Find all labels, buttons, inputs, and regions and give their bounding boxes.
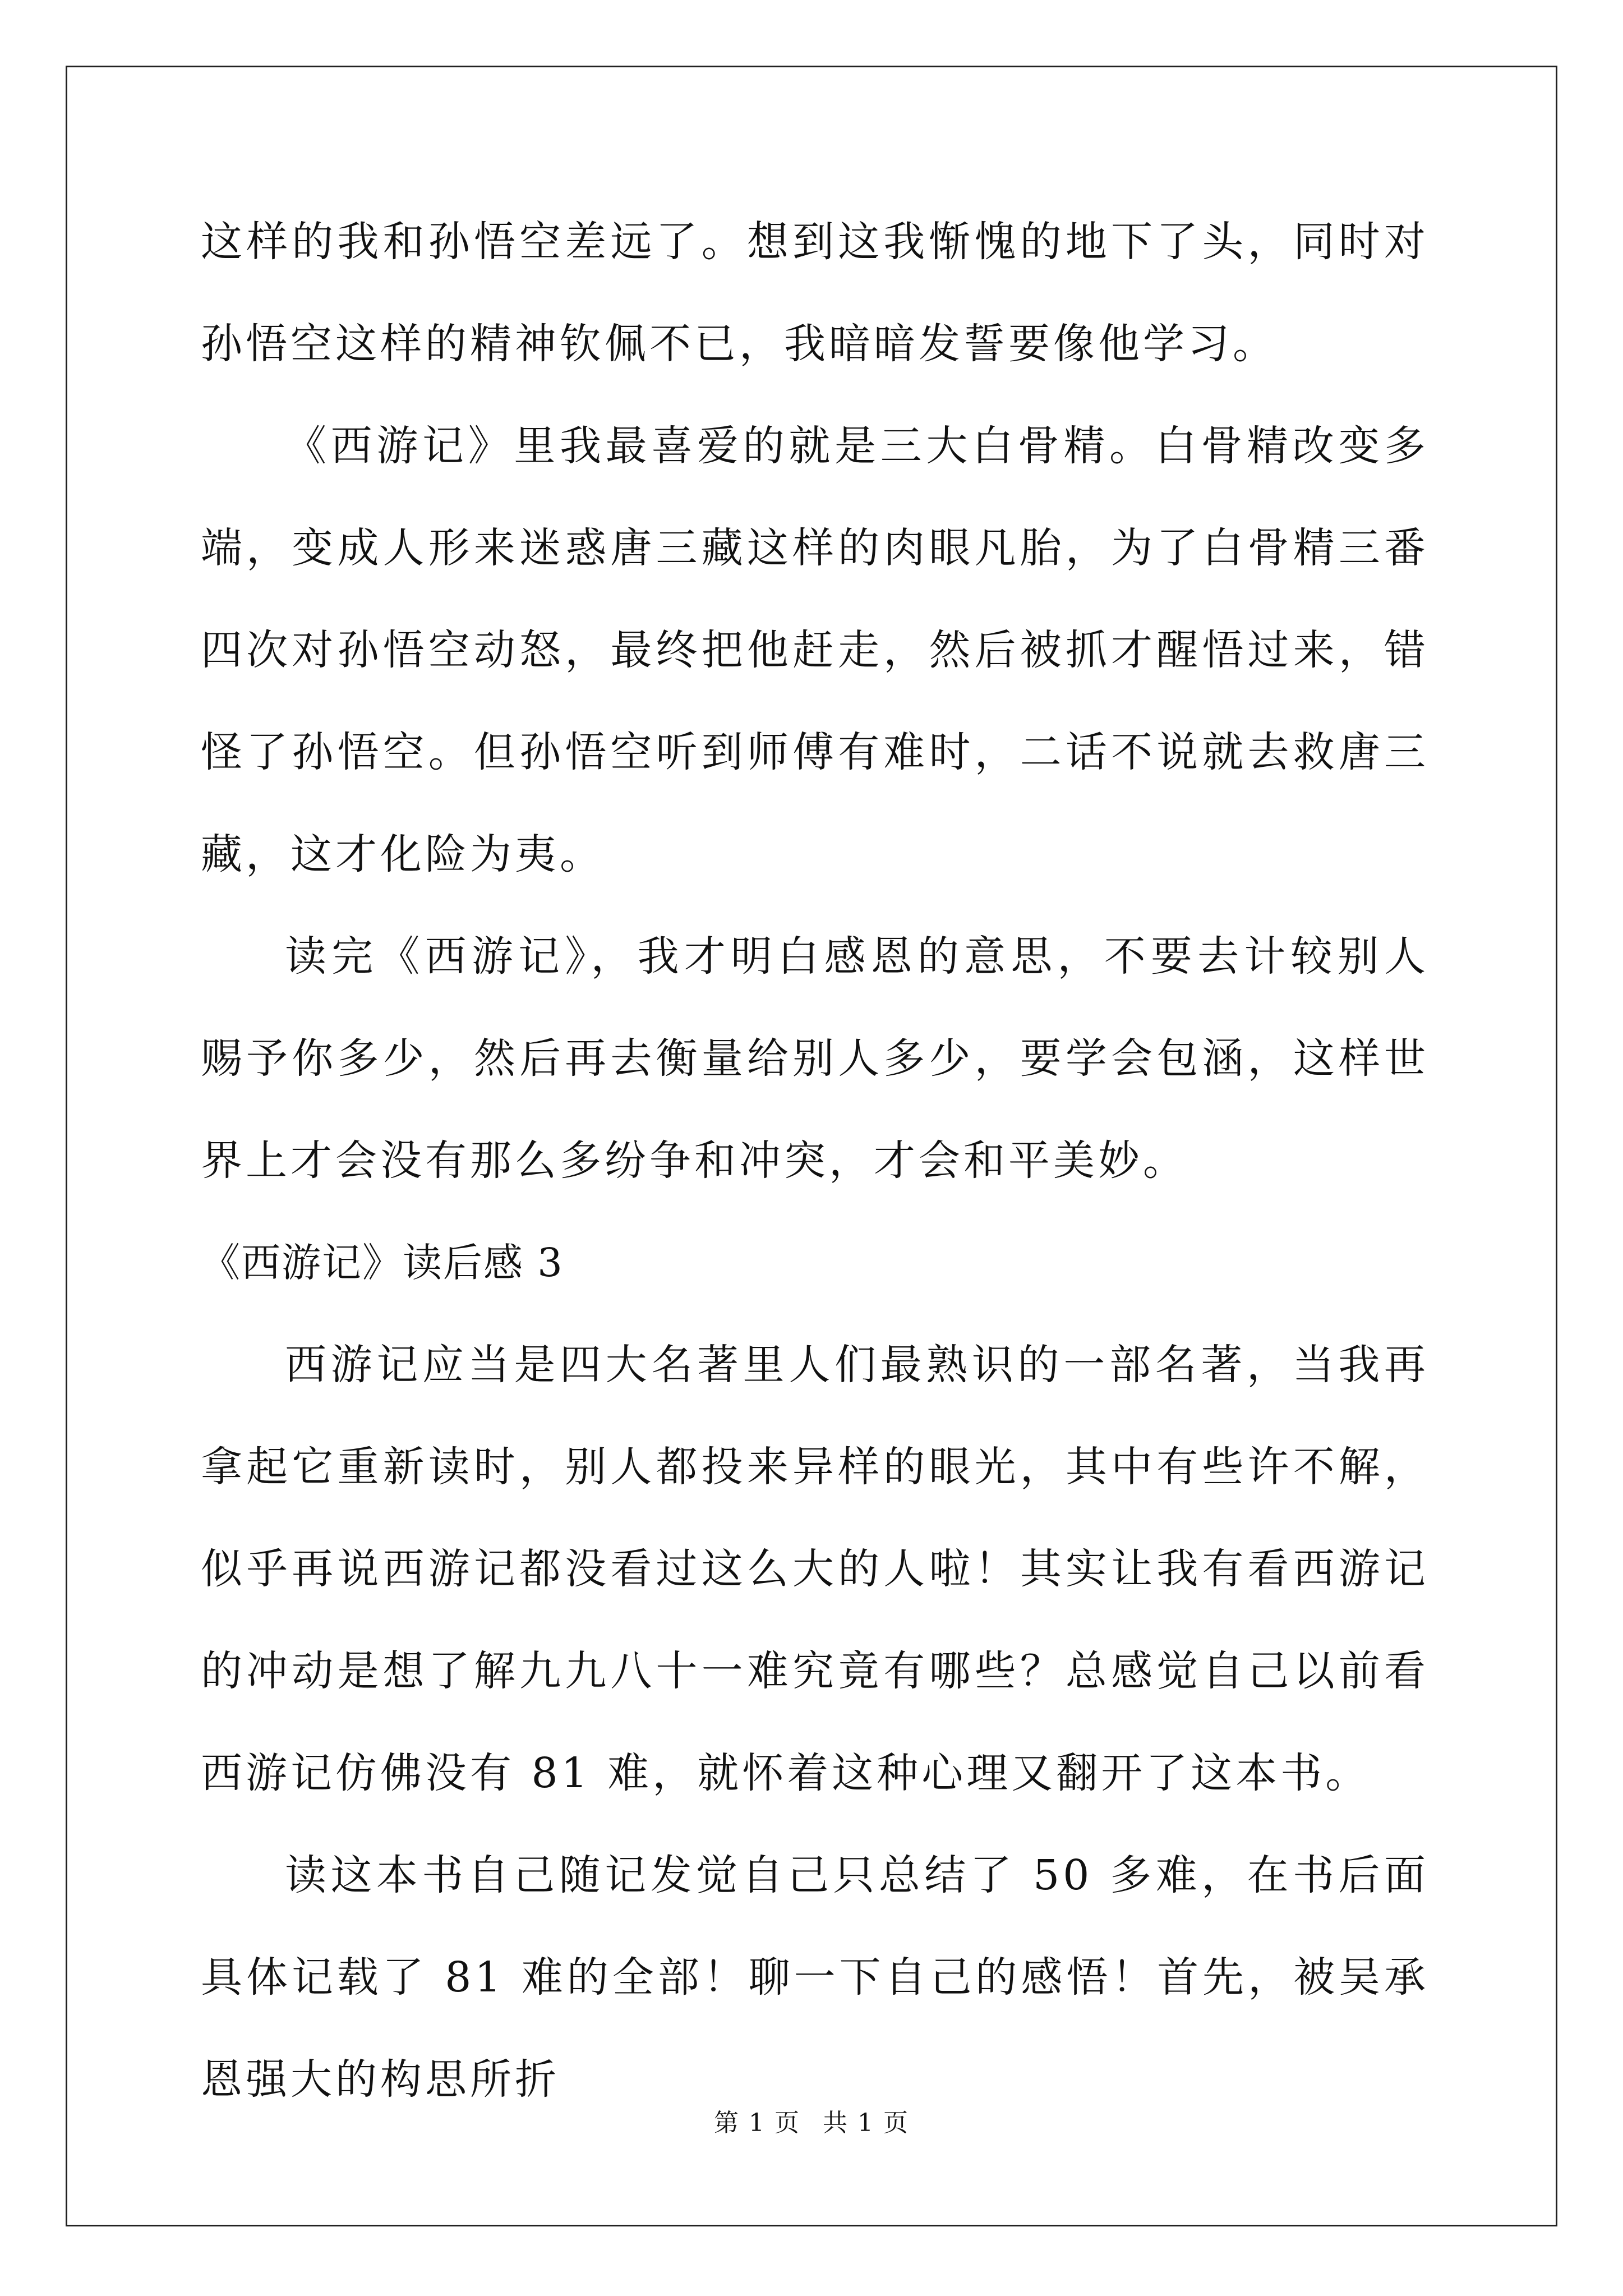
paragraph-2: 《西游记》里我最喜爱的就是三大白骨精。白骨精改变多端，变成人形来迷惑唐三藏这样的肉眼凡胎，为了白骨精三番四次对孙悟空动怒，最终把他赶走，然后被抓才醒悟过来，错怪了孙悟空。但孙悟空听到师傅有难时，二话不说就去救唐三藏，这才化险为夷。 xyxy=(201,422,1429,878)
document-body xyxy=(201,191,1429,2131)
page-footer xyxy=(0,2102,1623,2138)
section-paragraph-2: 读这本书自己随记发觉自己只总结了 50 多难，在书后面具体记载了 81 难的全部！聊一下自己的感悟！首先，被吴承恩强大的构思所折 xyxy=(201,1851,1429,2104)
section-paragraph-1: 西游记应当是四大名著里人们最熟识的一部名著，当我再拿起它重新读时，别人都投来异样的眼光，其中有些许不解，似乎再说西游记都没看过这么大的人啦！其实让我有看西游记的冲动是想了解九九八十一难究竟有哪些？总感觉自己以前看西游记仿佛没有 81 难，就怀着这种心理又翻开了这本书。 xyxy=(201,1341,1429,1797)
paragraph-1: 这样的我和孙悟空差远了。想到这我惭愧的地下了头，同时对孙悟空这样的精神钦佩不已，我暗暗发誓要像他学习。 xyxy=(201,218,1429,368)
section-title: 《西游记》读后感 3 xyxy=(201,1240,564,1286)
page-total: 共 1 页 xyxy=(823,2109,909,2137)
page-number: 第 1 页 xyxy=(714,2109,800,2137)
paragraph-3: 读完《西游记》，我才明白感恩的意思，不要去计较别人赐予你多少，然后再去衡量给别人多少，要学会包涵，这样世界上才会没有那么多纷争和冲突，才会和平美妙。 xyxy=(201,932,1429,1185)
